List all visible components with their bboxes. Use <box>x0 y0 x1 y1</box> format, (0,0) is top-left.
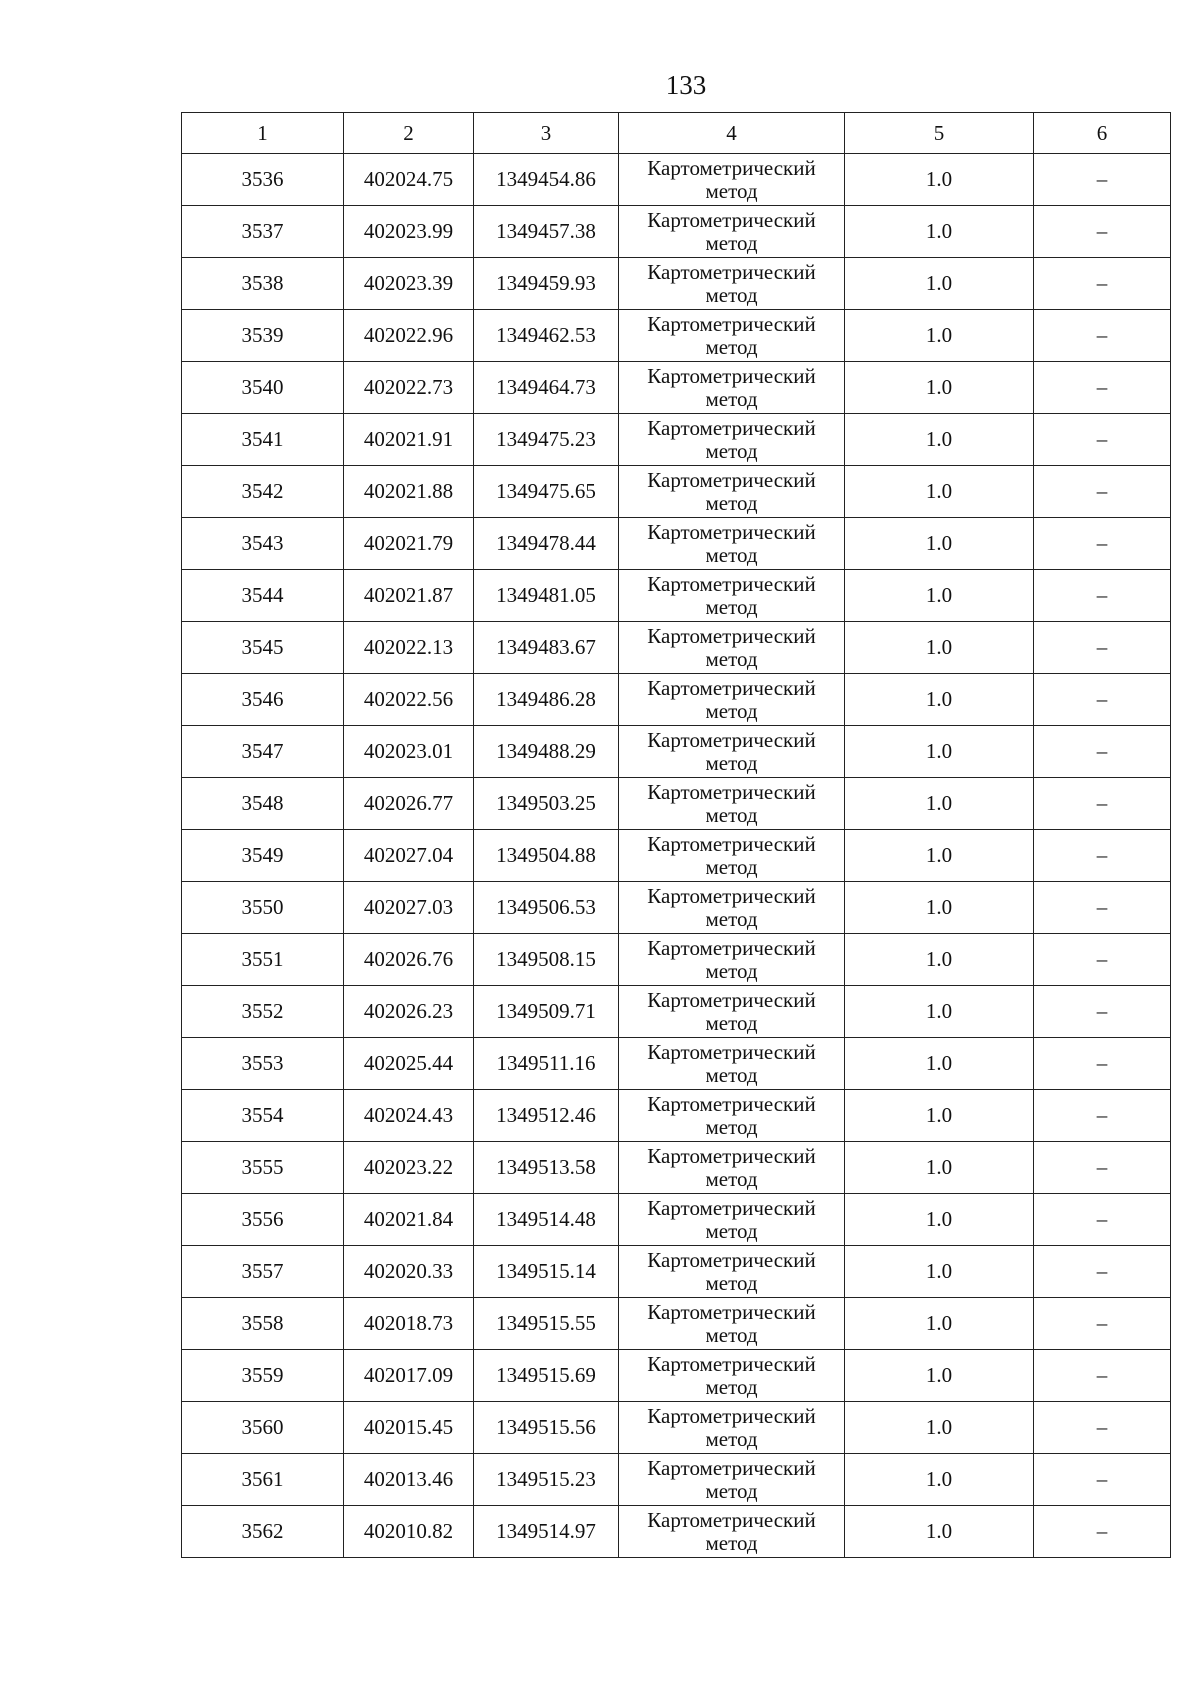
method-cell: Картометрический метод <box>619 1350 845 1402</box>
note-cell: – <box>1034 986 1171 1038</box>
x-coordinate-cell: 402022.73 <box>344 362 474 414</box>
accuracy-cell: 1.0 <box>845 154 1034 206</box>
accuracy-cell: 1.0 <box>845 414 1034 466</box>
point-number-cell: 3548 <box>182 778 344 830</box>
x-coordinate-cell: 402027.03 <box>344 882 474 934</box>
note-cell: – <box>1034 518 1171 570</box>
x-coordinate-cell: 402013.46 <box>344 1454 474 1506</box>
y-coordinate-cell: 1349483.67 <box>474 622 619 674</box>
accuracy-cell: 1.0 <box>845 882 1034 934</box>
column-header: 3 <box>474 113 619 154</box>
table-row <box>182 414 1171 466</box>
method-cell: Картометрический метод <box>619 206 845 258</box>
accuracy-cell: 1.0 <box>845 258 1034 310</box>
x-coordinate-cell: 402027.04 <box>344 830 474 882</box>
point-number-cell: 3561 <box>182 1454 344 1506</box>
accuracy-cell: 1.0 <box>845 726 1034 778</box>
column-header: 1 <box>182 113 344 154</box>
method-cell: Картометрический метод <box>619 154 845 206</box>
y-coordinate-cell: 1349506.53 <box>474 882 619 934</box>
page-number: 133 <box>665 70 707 100</box>
accuracy-cell: 1.0 <box>845 518 1034 570</box>
accuracy-cell: 1.0 <box>845 622 1034 674</box>
note-cell: – <box>1034 466 1171 518</box>
y-coordinate-cell: 1349481.05 <box>474 570 619 622</box>
table-row <box>182 362 1171 414</box>
table-row <box>182 622 1171 674</box>
coordinates-table <box>181 112 1171 1558</box>
accuracy-cell: 1.0 <box>845 830 1034 882</box>
accuracy-cell: 1.0 <box>845 1298 1034 1350</box>
x-coordinate-cell: 402023.01 <box>344 726 474 778</box>
x-coordinate-cell: 402026.23 <box>344 986 474 1038</box>
table-row <box>182 206 1171 258</box>
y-coordinate-cell: 1349486.28 <box>474 674 619 726</box>
table-row <box>182 1506 1171 1558</box>
method-cell: Картометрический метод <box>619 258 845 310</box>
y-coordinate-cell: 1349475.65 <box>474 466 619 518</box>
column-header: 4 <box>619 113 845 154</box>
x-coordinate-cell: 402026.77 <box>344 778 474 830</box>
note-cell: – <box>1034 882 1171 934</box>
y-coordinate-cell: 1349464.73 <box>474 362 619 414</box>
column-header: 2 <box>344 113 474 154</box>
accuracy-cell: 1.0 <box>845 1090 1034 1142</box>
y-coordinate-cell: 1349457.38 <box>474 206 619 258</box>
note-cell: – <box>1034 778 1171 830</box>
x-coordinate-cell: 402026.76 <box>344 934 474 986</box>
method-cell: Картометрический метод <box>619 1246 845 1298</box>
point-number-cell: 3541 <box>182 414 344 466</box>
x-coordinate-cell: 402022.96 <box>344 310 474 362</box>
y-coordinate-cell: 1349514.97 <box>474 1506 619 1558</box>
y-coordinate-cell: 1349462.53 <box>474 310 619 362</box>
table-row <box>182 934 1171 986</box>
table-row <box>182 154 1171 206</box>
y-coordinate-cell: 1349514.48 <box>474 1194 619 1246</box>
table-row <box>182 1090 1171 1142</box>
accuracy-cell: 1.0 <box>845 1402 1034 1454</box>
note-cell: – <box>1034 1194 1171 1246</box>
note-cell: – <box>1034 934 1171 986</box>
table-row <box>182 778 1171 830</box>
accuracy-cell: 1.0 <box>845 1246 1034 1298</box>
table-row <box>182 986 1171 1038</box>
accuracy-cell: 1.0 <box>845 1142 1034 1194</box>
point-number-cell: 3550 <box>182 882 344 934</box>
point-number-cell: 3546 <box>182 674 344 726</box>
header-row <box>182 113 1171 154</box>
method-cell: Картометрический метод <box>619 414 845 466</box>
x-coordinate-cell: 402021.91 <box>344 414 474 466</box>
note-cell: – <box>1034 1038 1171 1090</box>
method-cell: Картометрический метод <box>619 1506 845 1558</box>
x-coordinate-cell: 402017.09 <box>344 1350 474 1402</box>
column-header: 6 <box>1034 113 1171 154</box>
point-number-cell: 3556 <box>182 1194 344 1246</box>
note-cell: – <box>1034 1350 1171 1402</box>
point-number-cell: 3543 <box>182 518 344 570</box>
x-coordinate-cell: 402023.39 <box>344 258 474 310</box>
x-coordinate-cell: 402022.56 <box>344 674 474 726</box>
accuracy-cell: 1.0 <box>845 1194 1034 1246</box>
method-cell: Картометрический метод <box>619 726 845 778</box>
accuracy-cell: 1.0 <box>845 1454 1034 1506</box>
note-cell: – <box>1034 830 1171 882</box>
table-row <box>182 570 1171 622</box>
table-header <box>182 113 1171 154</box>
note-cell: – <box>1034 622 1171 674</box>
note-cell: – <box>1034 674 1171 726</box>
method-cell: Картометрический метод <box>619 310 845 362</box>
table-row <box>182 1142 1171 1194</box>
point-number-cell: 3558 <box>182 1298 344 1350</box>
table-row <box>182 1038 1171 1090</box>
y-coordinate-cell: 1349459.93 <box>474 258 619 310</box>
note-cell: – <box>1034 1506 1171 1558</box>
method-cell: Картометрический метод <box>619 882 845 934</box>
method-cell: Картометрический метод <box>619 986 845 1038</box>
x-coordinate-cell: 402025.44 <box>344 1038 474 1090</box>
note-cell: – <box>1034 362 1171 414</box>
point-number-cell: 3560 <box>182 1402 344 1454</box>
point-number-cell: 3551 <box>182 934 344 986</box>
note-cell: – <box>1034 570 1171 622</box>
table-row <box>182 258 1171 310</box>
point-number-cell: 3554 <box>182 1090 344 1142</box>
table-row <box>182 1194 1171 1246</box>
accuracy-cell: 1.0 <box>845 466 1034 518</box>
point-number-cell: 3562 <box>182 1506 344 1558</box>
note-cell: – <box>1034 1298 1171 1350</box>
accuracy-cell: 1.0 <box>845 934 1034 986</box>
y-coordinate-cell: 1349509.71 <box>474 986 619 1038</box>
note-cell: – <box>1034 258 1171 310</box>
y-coordinate-cell: 1349513.58 <box>474 1142 619 1194</box>
point-number-cell: 3544 <box>182 570 344 622</box>
point-number-cell: 3547 <box>182 726 344 778</box>
point-number-cell: 3559 <box>182 1350 344 1402</box>
x-coordinate-cell: 402023.99 <box>344 206 474 258</box>
accuracy-cell: 1.0 <box>845 310 1034 362</box>
accuracy-cell: 1.0 <box>845 674 1034 726</box>
note-cell: – <box>1034 1142 1171 1194</box>
x-coordinate-cell: 402021.79 <box>344 518 474 570</box>
accuracy-cell: 1.0 <box>845 1506 1034 1558</box>
accuracy-cell: 1.0 <box>845 1038 1034 1090</box>
accuracy-cell: 1.0 <box>845 1350 1034 1402</box>
point-number-cell: 3542 <box>182 466 344 518</box>
y-coordinate-cell: 1349478.44 <box>474 518 619 570</box>
point-number-cell: 3552 <box>182 986 344 1038</box>
point-number-cell: 3537 <box>182 206 344 258</box>
point-number-cell: 3545 <box>182 622 344 674</box>
table-row <box>182 674 1171 726</box>
table-body <box>182 154 1171 1558</box>
table-row <box>182 726 1171 778</box>
x-coordinate-cell: 402015.45 <box>344 1402 474 1454</box>
method-cell: Картометрический метод <box>619 934 845 986</box>
method-cell: Картометрический метод <box>619 622 845 674</box>
note-cell: – <box>1034 1246 1171 1298</box>
y-coordinate-cell: 1349515.55 <box>474 1298 619 1350</box>
column-header: 5 <box>845 113 1034 154</box>
accuracy-cell: 1.0 <box>845 570 1034 622</box>
method-cell: Картометрический метод <box>619 570 845 622</box>
accuracy-cell: 1.0 <box>845 206 1034 258</box>
point-number-cell: 3553 <box>182 1038 344 1090</box>
y-coordinate-cell: 1349475.23 <box>474 414 619 466</box>
method-cell: Картометрический метод <box>619 1298 845 1350</box>
method-cell: Картометрический метод <box>619 466 845 518</box>
point-number-cell: 3536 <box>182 154 344 206</box>
y-coordinate-cell: 1349512.46 <box>474 1090 619 1142</box>
x-coordinate-cell: 402022.13 <box>344 622 474 674</box>
y-coordinate-cell: 1349488.29 <box>474 726 619 778</box>
table-row <box>182 1454 1171 1506</box>
accuracy-cell: 1.0 <box>845 362 1034 414</box>
y-coordinate-cell: 1349515.23 <box>474 1454 619 1506</box>
method-cell: Картометрический метод <box>619 1194 845 1246</box>
note-cell: – <box>1034 1454 1171 1506</box>
note-cell: – <box>1034 310 1171 362</box>
method-cell: Картометрический метод <box>619 362 845 414</box>
method-cell: Картометрический метод <box>619 1454 845 1506</box>
x-coordinate-cell: 402010.82 <box>344 1506 474 1558</box>
x-coordinate-cell: 402020.33 <box>344 1246 474 1298</box>
y-coordinate-cell: 1349504.88 <box>474 830 619 882</box>
x-coordinate-cell: 402021.87 <box>344 570 474 622</box>
point-number-cell: 3557 <box>182 1246 344 1298</box>
y-coordinate-cell: 1349515.69 <box>474 1350 619 1402</box>
table-row <box>182 882 1171 934</box>
table-row <box>182 830 1171 882</box>
accuracy-cell: 1.0 <box>845 986 1034 1038</box>
method-cell: Картометрический метод <box>619 830 845 882</box>
point-number-cell: 3540 <box>182 362 344 414</box>
y-coordinate-cell: 1349511.16 <box>474 1038 619 1090</box>
method-cell: Картометрический метод <box>619 1038 845 1090</box>
point-number-cell: 3549 <box>182 830 344 882</box>
x-coordinate-cell: 402018.73 <box>344 1298 474 1350</box>
note-cell: – <box>1034 414 1171 466</box>
table-row <box>182 518 1171 570</box>
x-coordinate-cell: 402023.22 <box>344 1142 474 1194</box>
method-cell: Картометрический метод <box>619 518 845 570</box>
y-coordinate-cell: 1349515.56 <box>474 1402 619 1454</box>
method-cell: Картометрический метод <box>619 1142 845 1194</box>
table-row <box>182 1298 1171 1350</box>
table-row <box>182 1350 1171 1402</box>
y-coordinate-cell: 1349508.15 <box>474 934 619 986</box>
x-coordinate-cell: 402024.75 <box>344 154 474 206</box>
note-cell: – <box>1034 1090 1171 1142</box>
point-number-cell: 3539 <box>182 310 344 362</box>
method-cell: Картометрический метод <box>619 1090 845 1142</box>
table-row <box>182 466 1171 518</box>
point-number-cell: 3555 <box>182 1142 344 1194</box>
method-cell: Картометрический метод <box>619 1402 845 1454</box>
x-coordinate-cell: 402024.43 <box>344 1090 474 1142</box>
table-row <box>182 1402 1171 1454</box>
method-cell: Картометрический метод <box>619 778 845 830</box>
note-cell: – <box>1034 206 1171 258</box>
x-coordinate-cell: 402021.84 <box>344 1194 474 1246</box>
note-cell: – <box>1034 154 1171 206</box>
note-cell: – <box>1034 726 1171 778</box>
y-coordinate-cell: 1349515.14 <box>474 1246 619 1298</box>
x-coordinate-cell: 402021.88 <box>344 466 474 518</box>
table-row <box>182 310 1171 362</box>
accuracy-cell: 1.0 <box>845 778 1034 830</box>
y-coordinate-cell: 1349454.86 <box>474 154 619 206</box>
table-row <box>182 1246 1171 1298</box>
method-cell: Картометрический метод <box>619 674 845 726</box>
note-cell: – <box>1034 1402 1171 1454</box>
y-coordinate-cell: 1349503.25 <box>474 778 619 830</box>
point-number-cell: 3538 <box>182 258 344 310</box>
